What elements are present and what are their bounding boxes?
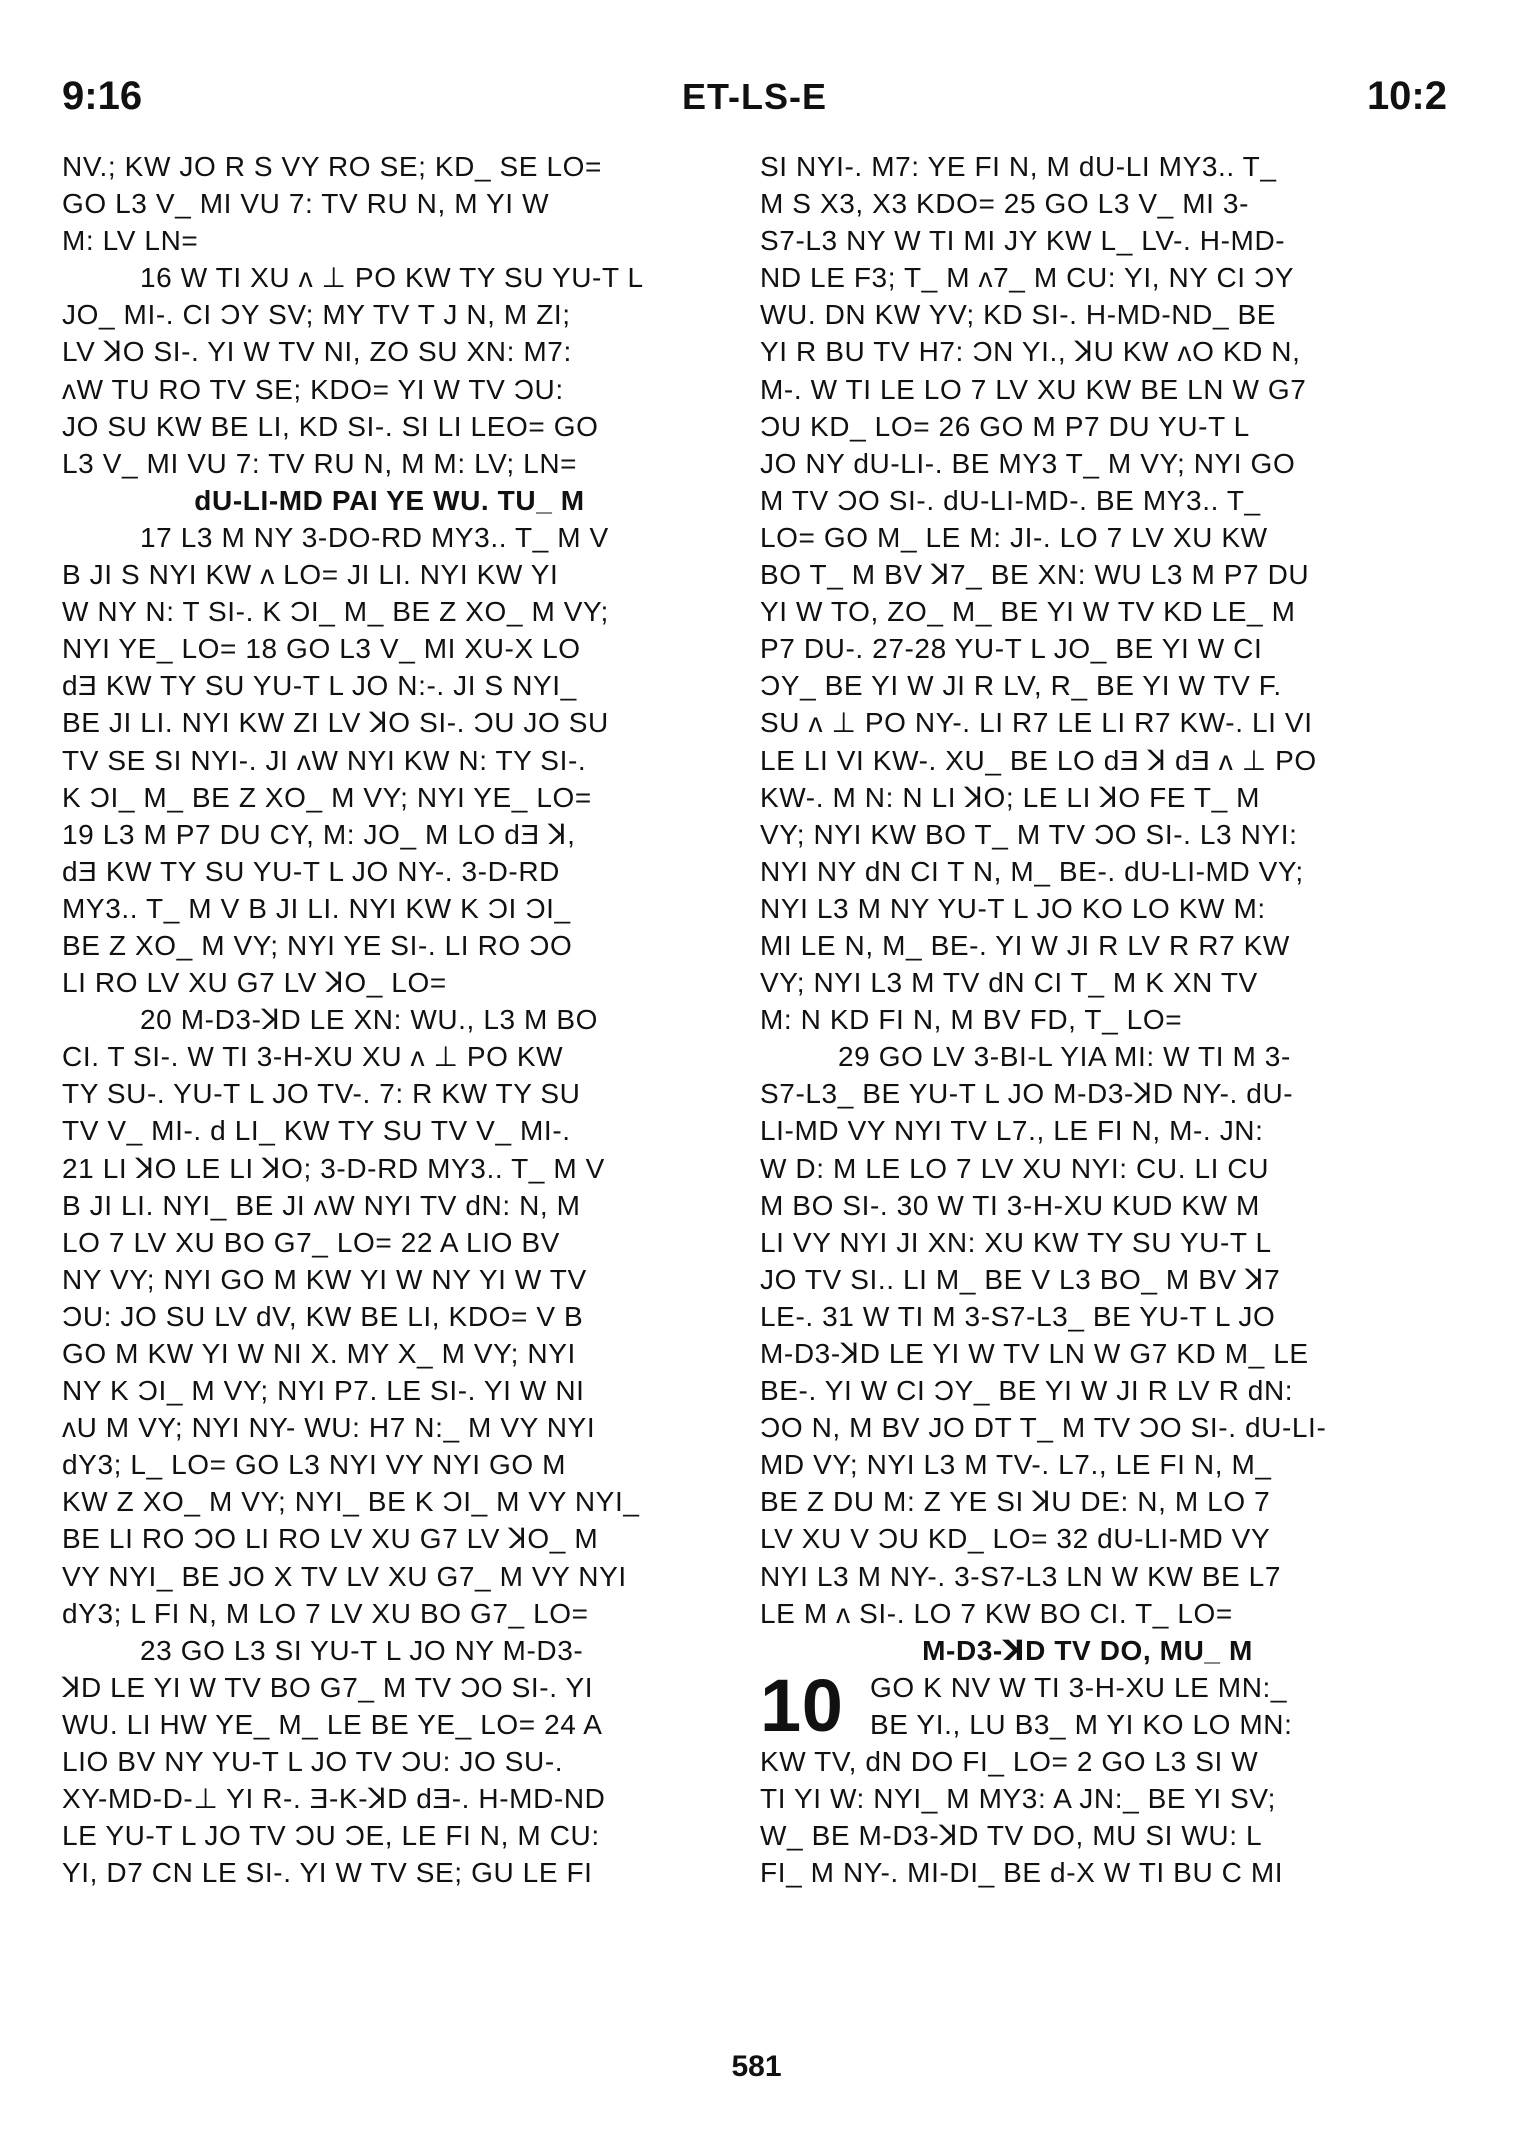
text-line: 16 W TI XU ʌ ⊥ PO KW TY SU YU-T L bbox=[140, 262, 644, 294]
text-line: NYI YE_ LO= 18 GO L3 V_ MI XU-X LO bbox=[62, 633, 581, 665]
text-line: LIO BV NY YU-T L JO TV ƆU: JO SU-. bbox=[62, 1746, 564, 1778]
text-line: M: N KD FI N, M BV FD, T_ LO= bbox=[760, 1004, 1183, 1036]
text-line: LI VY NYI JI XN: XU KW TY SU YU-T L bbox=[760, 1226, 1272, 1258]
text-line: dU-LI-MD PAI YE WU. TU_ M bbox=[194, 484, 585, 516]
text-line: JO SU KW BE LI, KD SI-. SI LI LEO= GO bbox=[62, 410, 599, 442]
text-line: dY3; L FI N, M LO 7 LV XU BO G7_ LO= bbox=[62, 1597, 589, 1629]
text-line: 23 GO L3 SI YU-T L JO NY M-D3- bbox=[140, 1634, 584, 1666]
text-line: LE LI VI KW-. XU_ BE LO dƎ ꓘ dƎ ʌ ⊥ PO bbox=[760, 744, 1317, 776]
text-line: LI RO LV XU G7 LV ꓘO_ LO= bbox=[62, 967, 447, 999]
text-line: LO 7 LV XU BO G7_ LO= 22 A LIO BV bbox=[62, 1226, 560, 1258]
text-line: ƆU: JO SU LV dV, KW BE LI, KDO= V B bbox=[62, 1300, 584, 1332]
text-line: FI_ M NY-. MI-DI_ BE d-X W TI BU C MI bbox=[760, 1857, 1284, 1889]
text-line: KW Z XO_ M VY; NYI_ BE K ƆI_ M VY NYI_ bbox=[62, 1486, 640, 1518]
text-line: BE LI RO ƆO LI RO LV XU G7 LV ꓘO_ M bbox=[62, 1523, 599, 1555]
text-line: BE JI LI. NYI KW ZI LV ꓘO SI-. ƆU JO SU bbox=[62, 707, 609, 739]
text-line: VY; NYI L3 M TV dN CI T_ M K XN TV bbox=[760, 967, 1258, 999]
text-line: SU ʌ ⊥ PO NY-. LI R7 LE LI R7 KW-. LI VI bbox=[760, 707, 1313, 739]
text-line: S7-L3 NY W TI MI JY KW L_ LV-. H-MD- bbox=[760, 225, 1286, 257]
text-line: YI W TO, ZO_ M_ BE YI W TV KD LE_ M bbox=[760, 596, 1296, 628]
text-line: B JI LI. NYI_ BE JI ʌW NYI TV dN: N, M bbox=[62, 1189, 581, 1221]
text-line: 29 GO LV 3-BI-L YIA MI: W TI M 3- bbox=[838, 1041, 1291, 1073]
text-line: BO T_ M BV ꓘ7_ BE XN: WU L3 M P7 DU bbox=[760, 559, 1310, 591]
chapter-number: 10 bbox=[760, 1663, 844, 1747]
text-line: BE YI., LU B3_ M YI KO LO MN: bbox=[870, 1708, 1293, 1740]
text-line: ƆO N, M BV JO DT T_ M TV ƆO SI-. dU-LI- bbox=[760, 1412, 1327, 1444]
text-line: ƆY_ BE YI W JI R LV, R_ BE YI W TV F. bbox=[760, 670, 1282, 702]
text-line: ʌU M VY; NYI NY- WU: H7 N:_ M VY NYI bbox=[62, 1412, 596, 1444]
right-column-tail bbox=[760, 1743, 1415, 1891]
text-line: LV ꓘO SI-. YI W TV NI, ZO SU XN: M7: bbox=[62, 336, 572, 368]
text-line: NYI NY dN CI T N, M_ BE-. dU-LI-MD VY; bbox=[760, 855, 1304, 887]
text-line: W NY N: T SI-. K ƆI_ M_ BE Z XO_ M VY; bbox=[62, 596, 609, 628]
header-book-title: ET-LS-E bbox=[681, 76, 827, 117]
text-line: 21 LI ꓘO LE LI ꓘO; 3-D-RD MY3.. T_ M V bbox=[62, 1152, 605, 1184]
header-left-reference: 9:16 bbox=[62, 74, 143, 118]
text-line: dƎ KW TY SU YU-T L JO N:-. JI S NYI_ bbox=[62, 670, 577, 702]
text-line: TV V_ MI-. d LI_ KW TY SU TV V_ MI-. bbox=[62, 1115, 571, 1147]
text-line: P7 DU-. 27-28 YU-T L JO_ BE YI W CI bbox=[760, 633, 1263, 665]
text-line: S7-L3_ BE YU-T L JO M-D3-ꓘD NY-. dU- bbox=[760, 1078, 1294, 1110]
text-line: MY3.. T_ M V B JI LI. NYI KW K ƆI ƆI_ bbox=[62, 892, 571, 924]
text-line: 19 L3 M P7 DU CY, M: JO_ M LO dƎ ꓘ, bbox=[62, 818, 576, 850]
text-line: NYI L3 M NY YU-T L JO KO LO KW M: bbox=[760, 892, 1266, 924]
right-column-lines bbox=[760, 148, 1415, 1632]
text-line: NY K ƆI_ M VY; NYI P7. LE SI-. YI W NI bbox=[62, 1375, 585, 1407]
section-heading: M-D3-ꓘD TV DO, MU_ M bbox=[922, 1634, 1253, 1666]
text-line: M: LV LN= bbox=[62, 225, 199, 257]
text-line: TY SU-. YU-T L JO TV-. 7: R KW TY SU bbox=[62, 1078, 581, 1110]
left-text-column bbox=[62, 148, 717, 1891]
text-line: ƆU KD_ LO= 26 GO M P7 DU YU-T L bbox=[760, 410, 1250, 442]
text-line: W_ BE M-D3-ꓘD TV DO, MU SI WU: L bbox=[760, 1820, 1263, 1852]
text-line: XY-MD-D-⊥ YI R-. Ǝ-K-ꓘD dƎ-. H-MD-ND bbox=[62, 1783, 606, 1815]
text-line: dƎ KW TY SU YU-T L JO NY-. 3-D-RD bbox=[62, 855, 560, 887]
text-line: W D: M LE LO 7 LV XU NYI: CU. LI CU bbox=[760, 1152, 1270, 1184]
text-line: LV XU V ƆU KD_ LO= 32 dU-LI-MD VY bbox=[760, 1523, 1271, 1555]
text-line: YI, D7 CN LE SI-. YI W TV SE; GU LE FI bbox=[62, 1857, 593, 1889]
text-line: ꓘD LE YI W TV BO G7_ M TV ƆO SI-. YI bbox=[62, 1671, 594, 1703]
text-line: ʌW TU RO TV SE; KDO= YI W TV ƆU: bbox=[62, 373, 564, 405]
text-line: GO L3 V_ MI VU 7: TV RU N, M YI W bbox=[62, 188, 550, 220]
text-line: M TV ƆO SI-. dU-LI-MD-. BE MY3.. T_ bbox=[760, 484, 1261, 516]
text-line: LI-MD VY NYI TV L7., LE FI N, M-. JN: bbox=[760, 1115, 1264, 1147]
text-line: KW-. M N: N LI ꓘO; LE LI ꓘO FE T_ M bbox=[760, 781, 1261, 813]
text-line: B JI S NYI KW ʌ LO= JI LI. NYI KW YI bbox=[62, 559, 559, 591]
text-line: SI NYI-. M7: YE FI N, M dU-LI MY3.. T_ bbox=[760, 151, 1277, 182]
text-line: KW TV, dN DO FI_ LO= 2 GO L3 SI W bbox=[760, 1746, 1259, 1778]
text-line: 20 M-D3-ꓘD LE XN: WU., L3 M BO bbox=[140, 1004, 599, 1036]
text-line: VY NYI_ BE JO X TV LV XU G7_ M VY NYI bbox=[62, 1560, 627, 1592]
text-line: GO M KW YI W NI X. MY X_ M VY; NYI bbox=[62, 1338, 576, 1369]
text-line: BE Z XO_ M VY; NYI YE SI-. LI RO ƆO bbox=[62, 929, 573, 961]
text-line: NYI L3 M NY-. 3-S7-L3 LN W KW BE L7 bbox=[760, 1560, 1282, 1592]
text-line: YI R BU TV H7: ƆN YI., ꓘU KW ʌO KD N, bbox=[760, 336, 1301, 368]
text-line: ND LE F3; T_ M ʌ7_ M CU: YI, NY CI ƆY bbox=[760, 262, 1295, 294]
text-line: NY VY; NYI GO M KW YI W NY YI W TV bbox=[62, 1263, 587, 1295]
text-line: JO NY dU-LI-. BE MY3 T_ M VY; NYI GO bbox=[760, 447, 1296, 479]
text-line: LE-. 31 W TI M 3-S7-L3_ BE YU-T L JO bbox=[760, 1300, 1276, 1332]
text-line: TV SE SI NYI-. JI ʌW NYI KW N: TY SI-. bbox=[62, 744, 587, 776]
text-line: dY3; L_ LO= GO L3 NYI VY NYI GO M bbox=[62, 1449, 567, 1481]
text-line: LO= GO M_ LE M: JI-. LO 7 LV XU KW bbox=[760, 521, 1268, 553]
text-line: WU. LI HW YE_ M_ LE BE YE_ LO= 24 A bbox=[62, 1708, 603, 1740]
text-line: JO_ MI-. CI ƆY SV; MY TV T J N, M ZI; bbox=[62, 299, 571, 331]
text-line: GO K NV W TI 3-H-XU LE MN:_ bbox=[870, 1671, 1288, 1703]
text-line: LE M ʌ SI-. LO 7 KW BO CI. T_ LO= bbox=[760, 1597, 1233, 1629]
text-line: M-. W TI LE LO 7 LV XU KW BE LN W G7 bbox=[760, 373, 1307, 405]
text-line: MI LE N, M_ BE-. YI W JI R LV R R7 KW bbox=[760, 929, 1290, 961]
chapter-start bbox=[760, 1663, 1415, 1747]
text-line: 17 L3 M NY 3-DO-RD MY3.. T_ M V bbox=[140, 521, 609, 553]
page-number: 581 bbox=[731, 2050, 782, 2083]
running-header bbox=[62, 74, 1447, 134]
chapter-opening-lines bbox=[760, 1663, 1415, 1747]
text-line: BE Z DU M: Z YE SI ꓘU DE: N, M LO 7 bbox=[760, 1486, 1271, 1518]
text-line: CI. T SI-. W TI 3-H-XU XU ʌ ⊥ PO KW bbox=[62, 1041, 564, 1073]
text-line: M BO SI-. 30 W TI 3-H-XU KUD KW M bbox=[760, 1189, 1260, 1221]
text-line: M S X3, X3 KDO= 25 GO L3 V_ MI 3- bbox=[760, 188, 1249, 220]
text-line: JO TV SI.. LI M_ BE V L3 BO_ M BV ꓘ7 bbox=[760, 1263, 1281, 1295]
text-line: MD VY; NYI L3 M TV-. L7., LE FI N, M_ bbox=[760, 1449, 1272, 1481]
text-line: TI YI W: NYI_ M MY3: A JN:_ BE YI SV; bbox=[760, 1783, 1277, 1815]
text-line: K ƆI_ M_ BE Z XO_ M VY; NYI YE_ LO= bbox=[62, 781, 592, 813]
right-text-column bbox=[760, 148, 1415, 1891]
text-line: WU. DN KW YV; KD SI-. H-MD-ND_ BE bbox=[760, 299, 1277, 331]
text-line: NV.; KW JO R S VY RO SE; KD_ SE LO= bbox=[62, 151, 602, 182]
text-line: L3 V_ MI VU 7: TV RU N, M M: LV; LN= bbox=[62, 447, 578, 479]
text-line: M-D3-ꓘD LE YI W TV LN W G7 KD M_ LE bbox=[760, 1338, 1309, 1369]
header-right-reference: 10:2 bbox=[1366, 74, 1447, 118]
text-line: BE-. YI W CI ƆY_ BE YI W JI R LV R dN: bbox=[760, 1375, 1294, 1407]
text-line: LE YU-T L JO TV ƆU ƆE, LE FI N, M CU: bbox=[62, 1820, 600, 1852]
text-line: VY; NYI KW BO T_ M TV ƆO SI-. L3 NYI: bbox=[760, 818, 1298, 850]
